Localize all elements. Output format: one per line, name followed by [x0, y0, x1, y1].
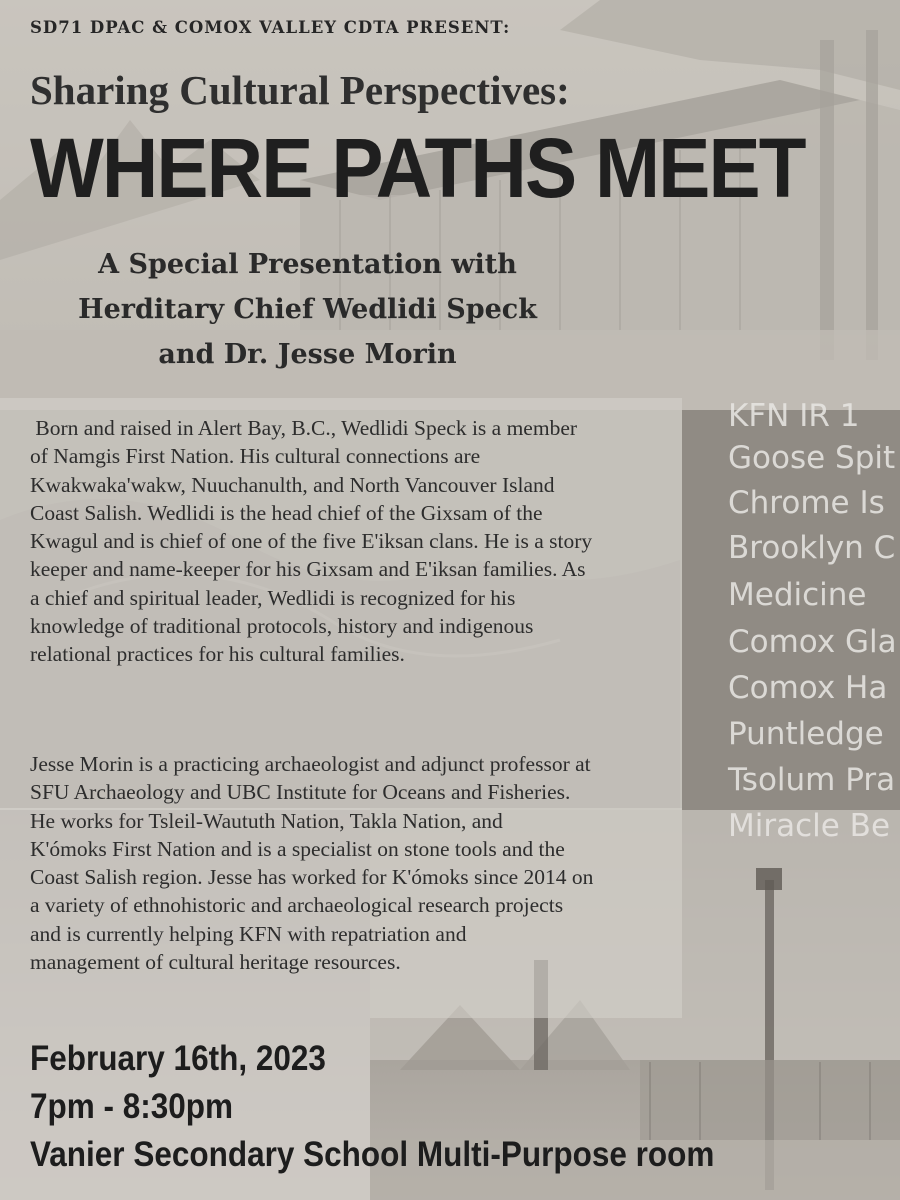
special-presentation-heading — [30, 242, 585, 377]
event-time: 7pm - 8:30pm — [30, 1087, 234, 1126]
place-name: Brooklyn C — [728, 530, 896, 566]
bio-line: management of cultural heritage resources. — [30, 950, 401, 975]
bio-line: and is currently helping KFN with repatriation and — [30, 921, 467, 946]
bio-line: a chief and spiritual leader, Wedlidi is recognized for his — [30, 585, 516, 610]
place-name: Medicine — [728, 577, 867, 613]
bio-line: SFU Archaeology and UBC Institute for Oceans and Fisheries. — [30, 780, 571, 805]
place-name: KFN IR 1 — [728, 398, 860, 434]
bio-line: Kwagul and is chief of one of the five E'iksan clans. He is a story — [30, 529, 593, 554]
place-name: Chrome Is — [728, 485, 885, 521]
bio-line: K'ómoks First Nation and is a specialist on stone tools and the — [30, 836, 565, 861]
place-name: Comox Gla — [728, 624, 897, 660]
bio-line: Born and raised in Alert Bay, B.C., Wedlidi Speck is a member — [30, 416, 578, 440]
bio-line: a variety of ethnohistoric and archaeological research projects — [30, 893, 564, 918]
place-name: Comox Ha — [728, 670, 888, 706]
bio-line: of Namgis First Nation. His cultural connections are — [30, 444, 481, 469]
bio-line: Jesse Morin is a practicing archaeologist and adjunct professor at — [30, 752, 591, 776]
bio-line: Kwakwaka'wakw, Nuuchanulth, and North Vancouver Island — [30, 472, 555, 497]
bio-line: Coast Salish region. Jesse has worked for K'ómoks since 2014 on — [30, 865, 594, 890]
event-location: Vanier Secondary School Multi-Purpose room — [30, 1135, 715, 1174]
event-details — [30, 1035, 714, 1179]
place-name: Goose Spit — [728, 440, 896, 476]
subtitle: Sharing Cultural Perspectives: — [30, 67, 570, 113]
event-title: WHERE PATHS MEET — [30, 121, 805, 215]
jesse-morin-bio — [30, 750, 593, 976]
bio-line: relational practices for his cultural families. — [30, 642, 405, 667]
event-date: February 16th, 2023 — [30, 1039, 326, 1078]
bio-line: knowledge of traditional protocols, history and indigenous — [30, 614, 534, 639]
bio-line: He works for Tsleil-Waututh Nation, Takla Nation, and — [30, 808, 503, 833]
heading-line: and Dr. Jesse Morin — [158, 339, 457, 370]
place-name: Miracle Be — [728, 808, 891, 844]
bio-line: keeper and name-keeper for his Gixsam and E'iksan families. As — [30, 557, 586, 582]
place-name: Puntledge — [728, 716, 884, 752]
heading-line: A Special Presentation with — [98, 249, 517, 280]
presenter-line: SD71 DPAC & COMOX VALLEY CDTA PRESENT: — [30, 18, 511, 37]
bio-line: Coast Salish. Wedlidi is the head chief of the Gixsam of the — [30, 500, 543, 525]
wedlidi-speck-bio — [30, 414, 592, 669]
heading-line: Herditary Chief Wedlidi Speck — [78, 294, 537, 325]
place-name: Tsolum Pra — [728, 762, 896, 798]
